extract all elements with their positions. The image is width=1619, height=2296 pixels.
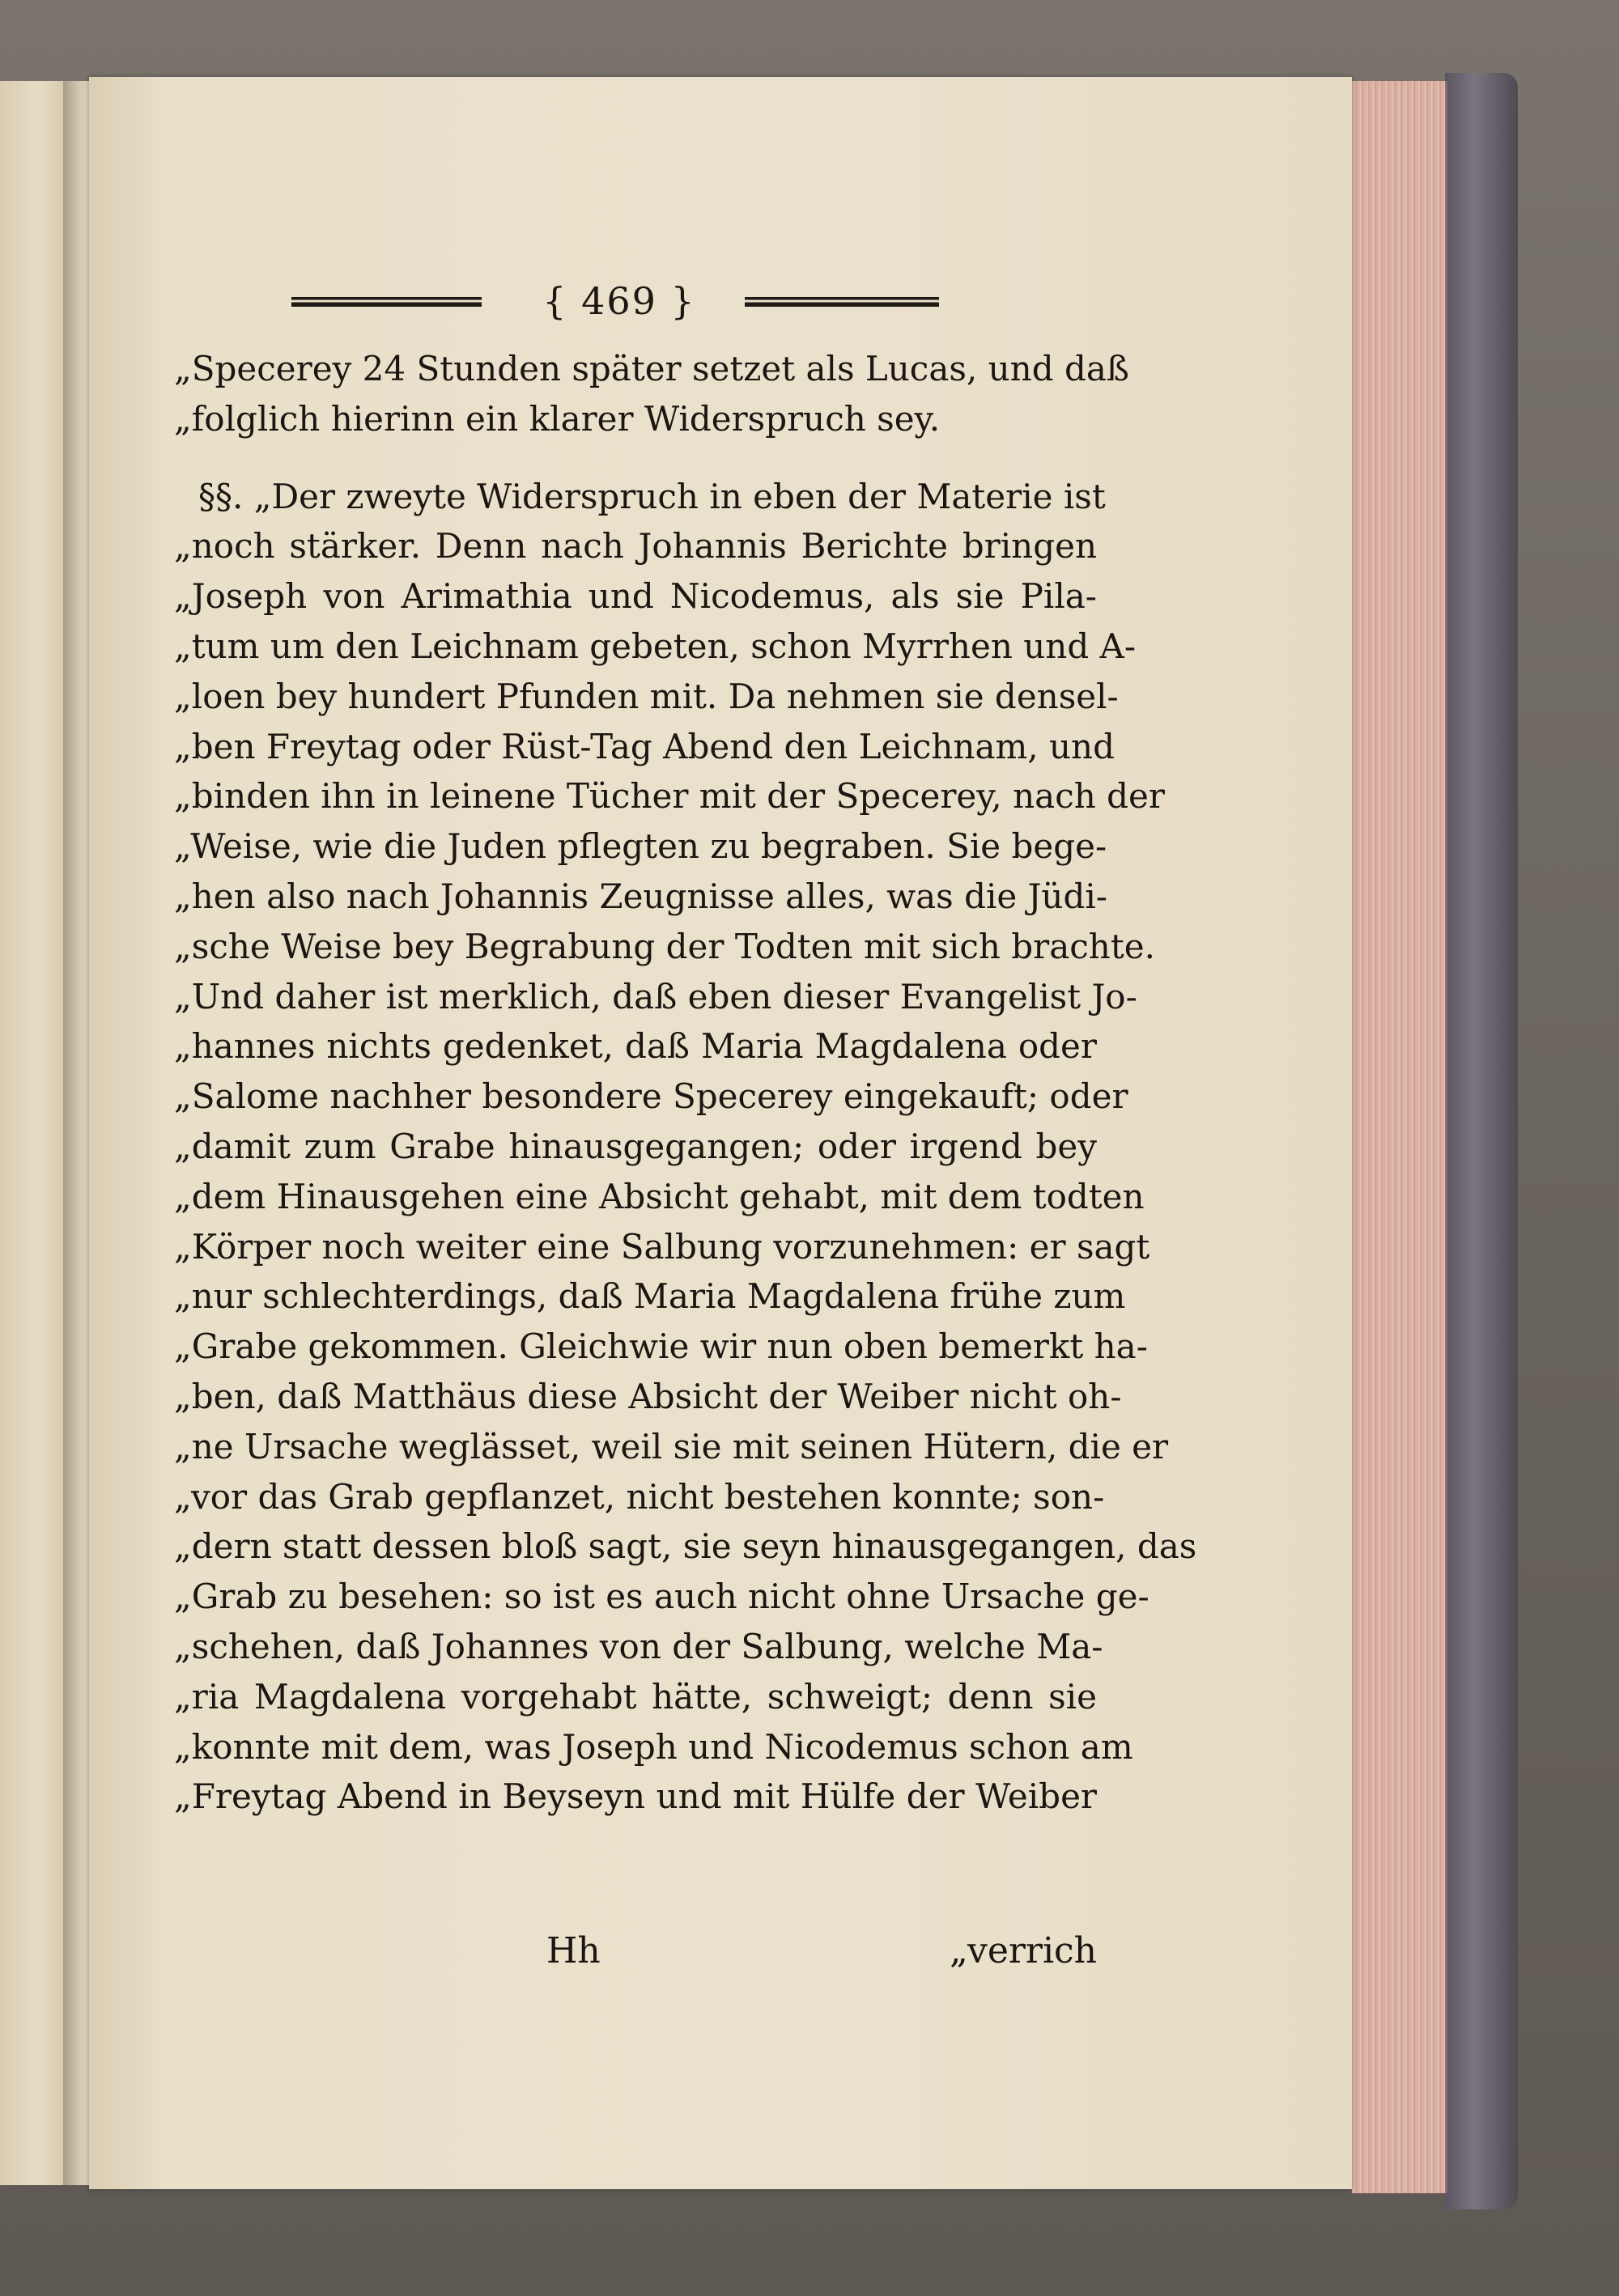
text-line: „folglich hierinn ein klarer Widerspruch sey. (174, 398, 941, 439)
page-footer (174, 1930, 1097, 1987)
text-line: „tum um den Leichnam gebeten, schon Myrrhen und A- (174, 626, 1137, 666)
text-line: „Joseph von Arimathia und Nicodemus, als sie Pila- (174, 576, 1097, 617)
header-rule-right (745, 297, 939, 307)
header-rule-left (291, 297, 482, 307)
text-line: „Grabe gekommen. Gleichwie wir nun oben bemerkt ha- (174, 1326, 1148, 1367)
text-line: „nur schlechterdings, daß Maria Magdalena frühe zum (174, 1276, 1126, 1317)
text-line: „dern statt dessen bloß sagt, sie seyn hinausgegangen, das (174, 1526, 1197, 1567)
text-line: „Salome nachher besondere Specerey eingekauft; oder (174, 1076, 1128, 1117)
text-line: „hen also nach Johannis Zeugnisse alles, was die Jüdi- (174, 876, 1107, 916)
signature-mark: Hh (546, 1930, 601, 1971)
text-line: „schehen, daß Johannes von der Salbung, welche Ma- (174, 1626, 1103, 1666)
text-line: „konnte mit dem, was Joseph und Nicodemus schon am (174, 1726, 1133, 1767)
previous-page-edge (0, 81, 65, 2185)
text-line: „loen bey hundert Pfunden mit. Da nehmen sie densel- (174, 676, 1119, 716)
text-line: „ben Freytag oder Rüst-Tag Abend den Leichnam, und (174, 726, 1115, 766)
text-line: „sche Weise bey Begrabung der Todten mit sich brachte. (174, 926, 1155, 966)
text-line: „Und daher ist merklich, daß eben dieser Evangelist Jo- (174, 976, 1137, 1016)
text-line: „ben, daß Matthäus diese Absicht der Weiber nicht oh- (174, 1376, 1122, 1416)
text-line: „Grab zu besehen: so ist es auch nicht ohne Ursache ge- (174, 1577, 1149, 1617)
text-line: „Freytag Abend in Beyseyn und mit Hülfe der Weiber (174, 1776, 1097, 1817)
text-line: „Körper noch weiter eine Salbung vorzunehmen: er sagt (174, 1226, 1150, 1267)
body-text (174, 344, 1197, 1822)
page-header (291, 279, 939, 328)
page-number: { 469 } (542, 279, 696, 323)
book-page-edges (1352, 81, 1447, 2193)
text-line: §§. „Der zweyte Widerspruch in eben der Materie ist (198, 476, 1106, 516)
text-line: „noch stärker. Denn nach Johannis Berichte bringen (174, 526, 1097, 567)
text-line: „Weise, wie die Juden pflegten zu begraben. Sie bege- (174, 826, 1107, 867)
text-line: „vor das Grab gepflanzet, nicht bestehen konnte; son- (174, 1476, 1105, 1517)
text-line: „ne Ursache weglässet, weil sie mit seinen Hütern, die er (174, 1426, 1169, 1466)
text-line: „dem Hinausgehen eine Absicht gehabt, mit dem todten (174, 1176, 1145, 1216)
catchword: „verrich (949, 1930, 1097, 1971)
text-line: „damit zum Grabe hinausgegangen; oder irgend bey (174, 1126, 1097, 1166)
text-line: „ria Magdalena vorgehabt hätte, schweigt; denn sie (174, 1676, 1097, 1717)
text-line: „hannes nichts gedenket, daß Maria Magdalena oder (174, 1026, 1097, 1067)
text-line: „Specerey 24 Stunden später setzet als Lucas, und daß (174, 349, 1129, 388)
text-line: „binden ihn in leinene Tücher mit der Specerey, nach der (174, 776, 1165, 817)
book-gutter (63, 81, 92, 2185)
book-cover-edge (1445, 73, 1518, 2209)
